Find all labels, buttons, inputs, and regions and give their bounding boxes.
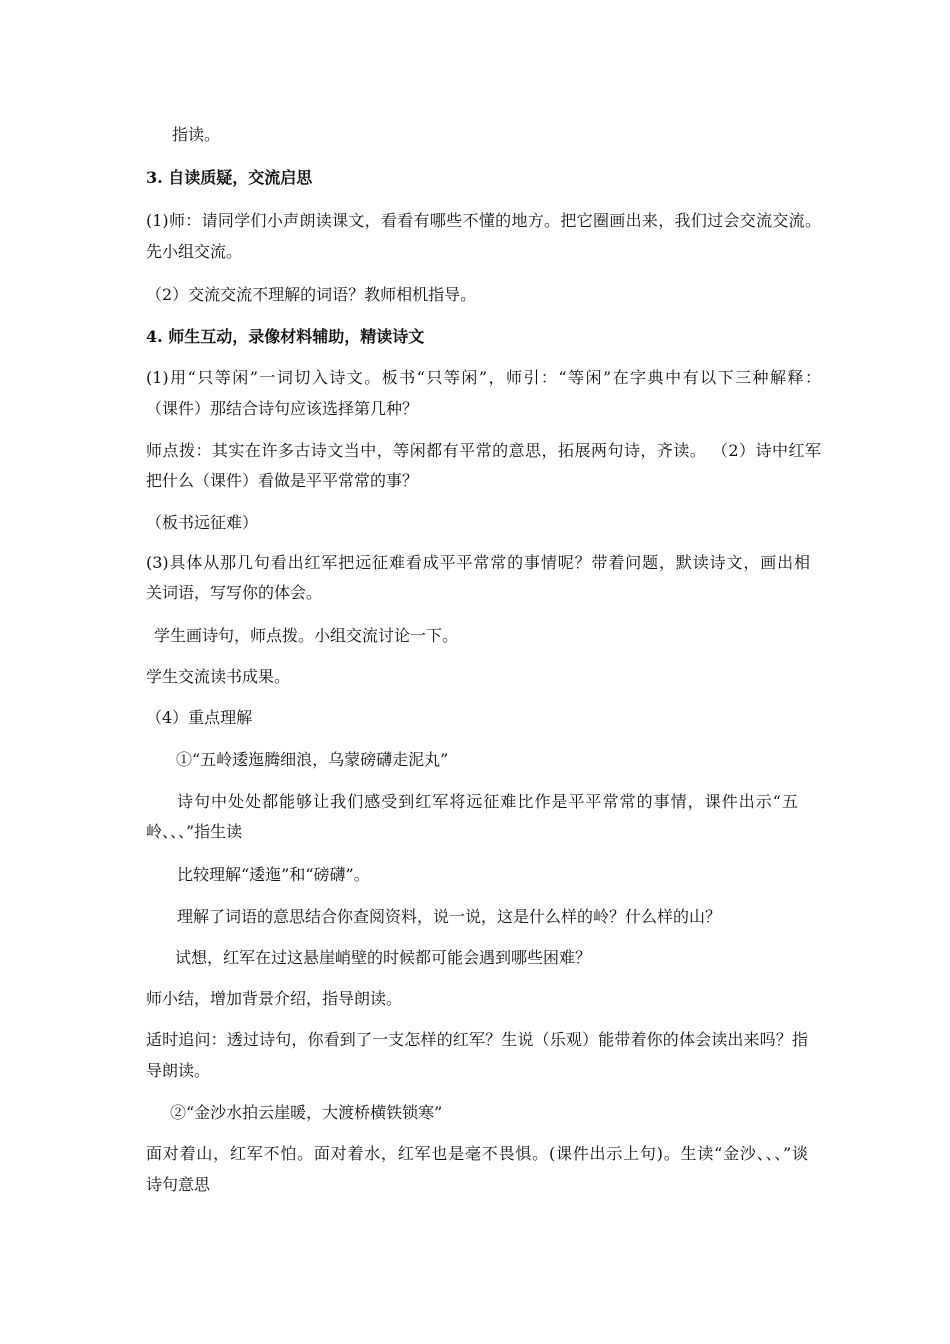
text-line: 学生交流读书成果。 xyxy=(146,667,291,686)
text-line: 岭、、、”指生读 xyxy=(146,822,243,841)
text-line: （板书远征难） xyxy=(146,513,259,532)
text-line: (1)师：请同学们小声朗读课文，看看有哪些不懂的地方。把它圈画出来，我们过会交流交流。 xyxy=(146,211,821,230)
text-line: 试想，红军在过这悬崖峭壁的时候都可能会遇到哪些困难？ xyxy=(175,948,592,967)
text-line: 理解了词语的意思结合你查阅资料，说一说，这是什么样的岭？什么样的山？ xyxy=(177,907,722,926)
section-heading: 3. 自读质疑，交流启思 xyxy=(146,168,313,187)
text-line: 师点拨：其实在许多古诗文当中，等闲都有平常的意思，拓展两句诗，齐读。 （2）诗中红军 xyxy=(146,441,821,460)
text-line: (3)具体从那几句看出红军把远征难看成平平常常的事情呢？带着问题，默读诗文，画出相 xyxy=(146,553,810,572)
text-line: 把什么（课件）看做是平平常常的事？ xyxy=(146,471,419,490)
text-line: 导朗读。 xyxy=(146,1061,211,1080)
text-line: 师小结，增加背景介绍，指导朗读。 xyxy=(146,989,403,1008)
text-line: 学生画诗句，师点拨。小组交流讨论一下。 xyxy=(154,626,459,645)
text-line: 诗句中处处都能够让我们感受到红军将远征难比作是平平常常的事情，课件出示“五 xyxy=(177,792,798,811)
section-heading: 4. 师生互动，录像材料辅助，精读诗文 xyxy=(146,327,425,346)
text-line: ①“五岭逶迤腾细浪，乌蒙磅礴走泥丸” xyxy=(176,750,449,769)
text-line: 诗句意思 xyxy=(146,1175,211,1194)
text-line: （2）交流交流不理解的词语？教师相机指导。 xyxy=(146,285,477,304)
text-line: (1)用“只等闲”一词切入诗文。板书“只等闲”，师引：“等闲”在字典中有以下三种解释： xyxy=(146,368,821,387)
text-line: ②“金沙水拍云崖暖，大渡桥横铁锁寒” xyxy=(170,1103,443,1122)
text-line: 面对着山，红军不怕。面对着水，红军也是毫不畏惧。(课件出示上句)。生读“金沙、、、”谈 xyxy=(146,1144,808,1163)
text-line: 关词语，写写你的体会。 xyxy=(146,583,323,602)
text-line: （4）重点理解 xyxy=(146,708,253,727)
text-line: （课件）那结合诗句应该选择第几种？ xyxy=(146,399,419,418)
text-line: 比较理解“逶迤”和“磅礴”。 xyxy=(177,865,370,884)
text-line: 指读。 xyxy=(172,125,221,144)
text-line: 适时追问：透过诗句，你看到了一支怎样的红军？生说（乐观）能带着你的体会读出来吗？指 xyxy=(146,1030,808,1049)
text-line: 先小组交流。 xyxy=(146,242,243,261)
